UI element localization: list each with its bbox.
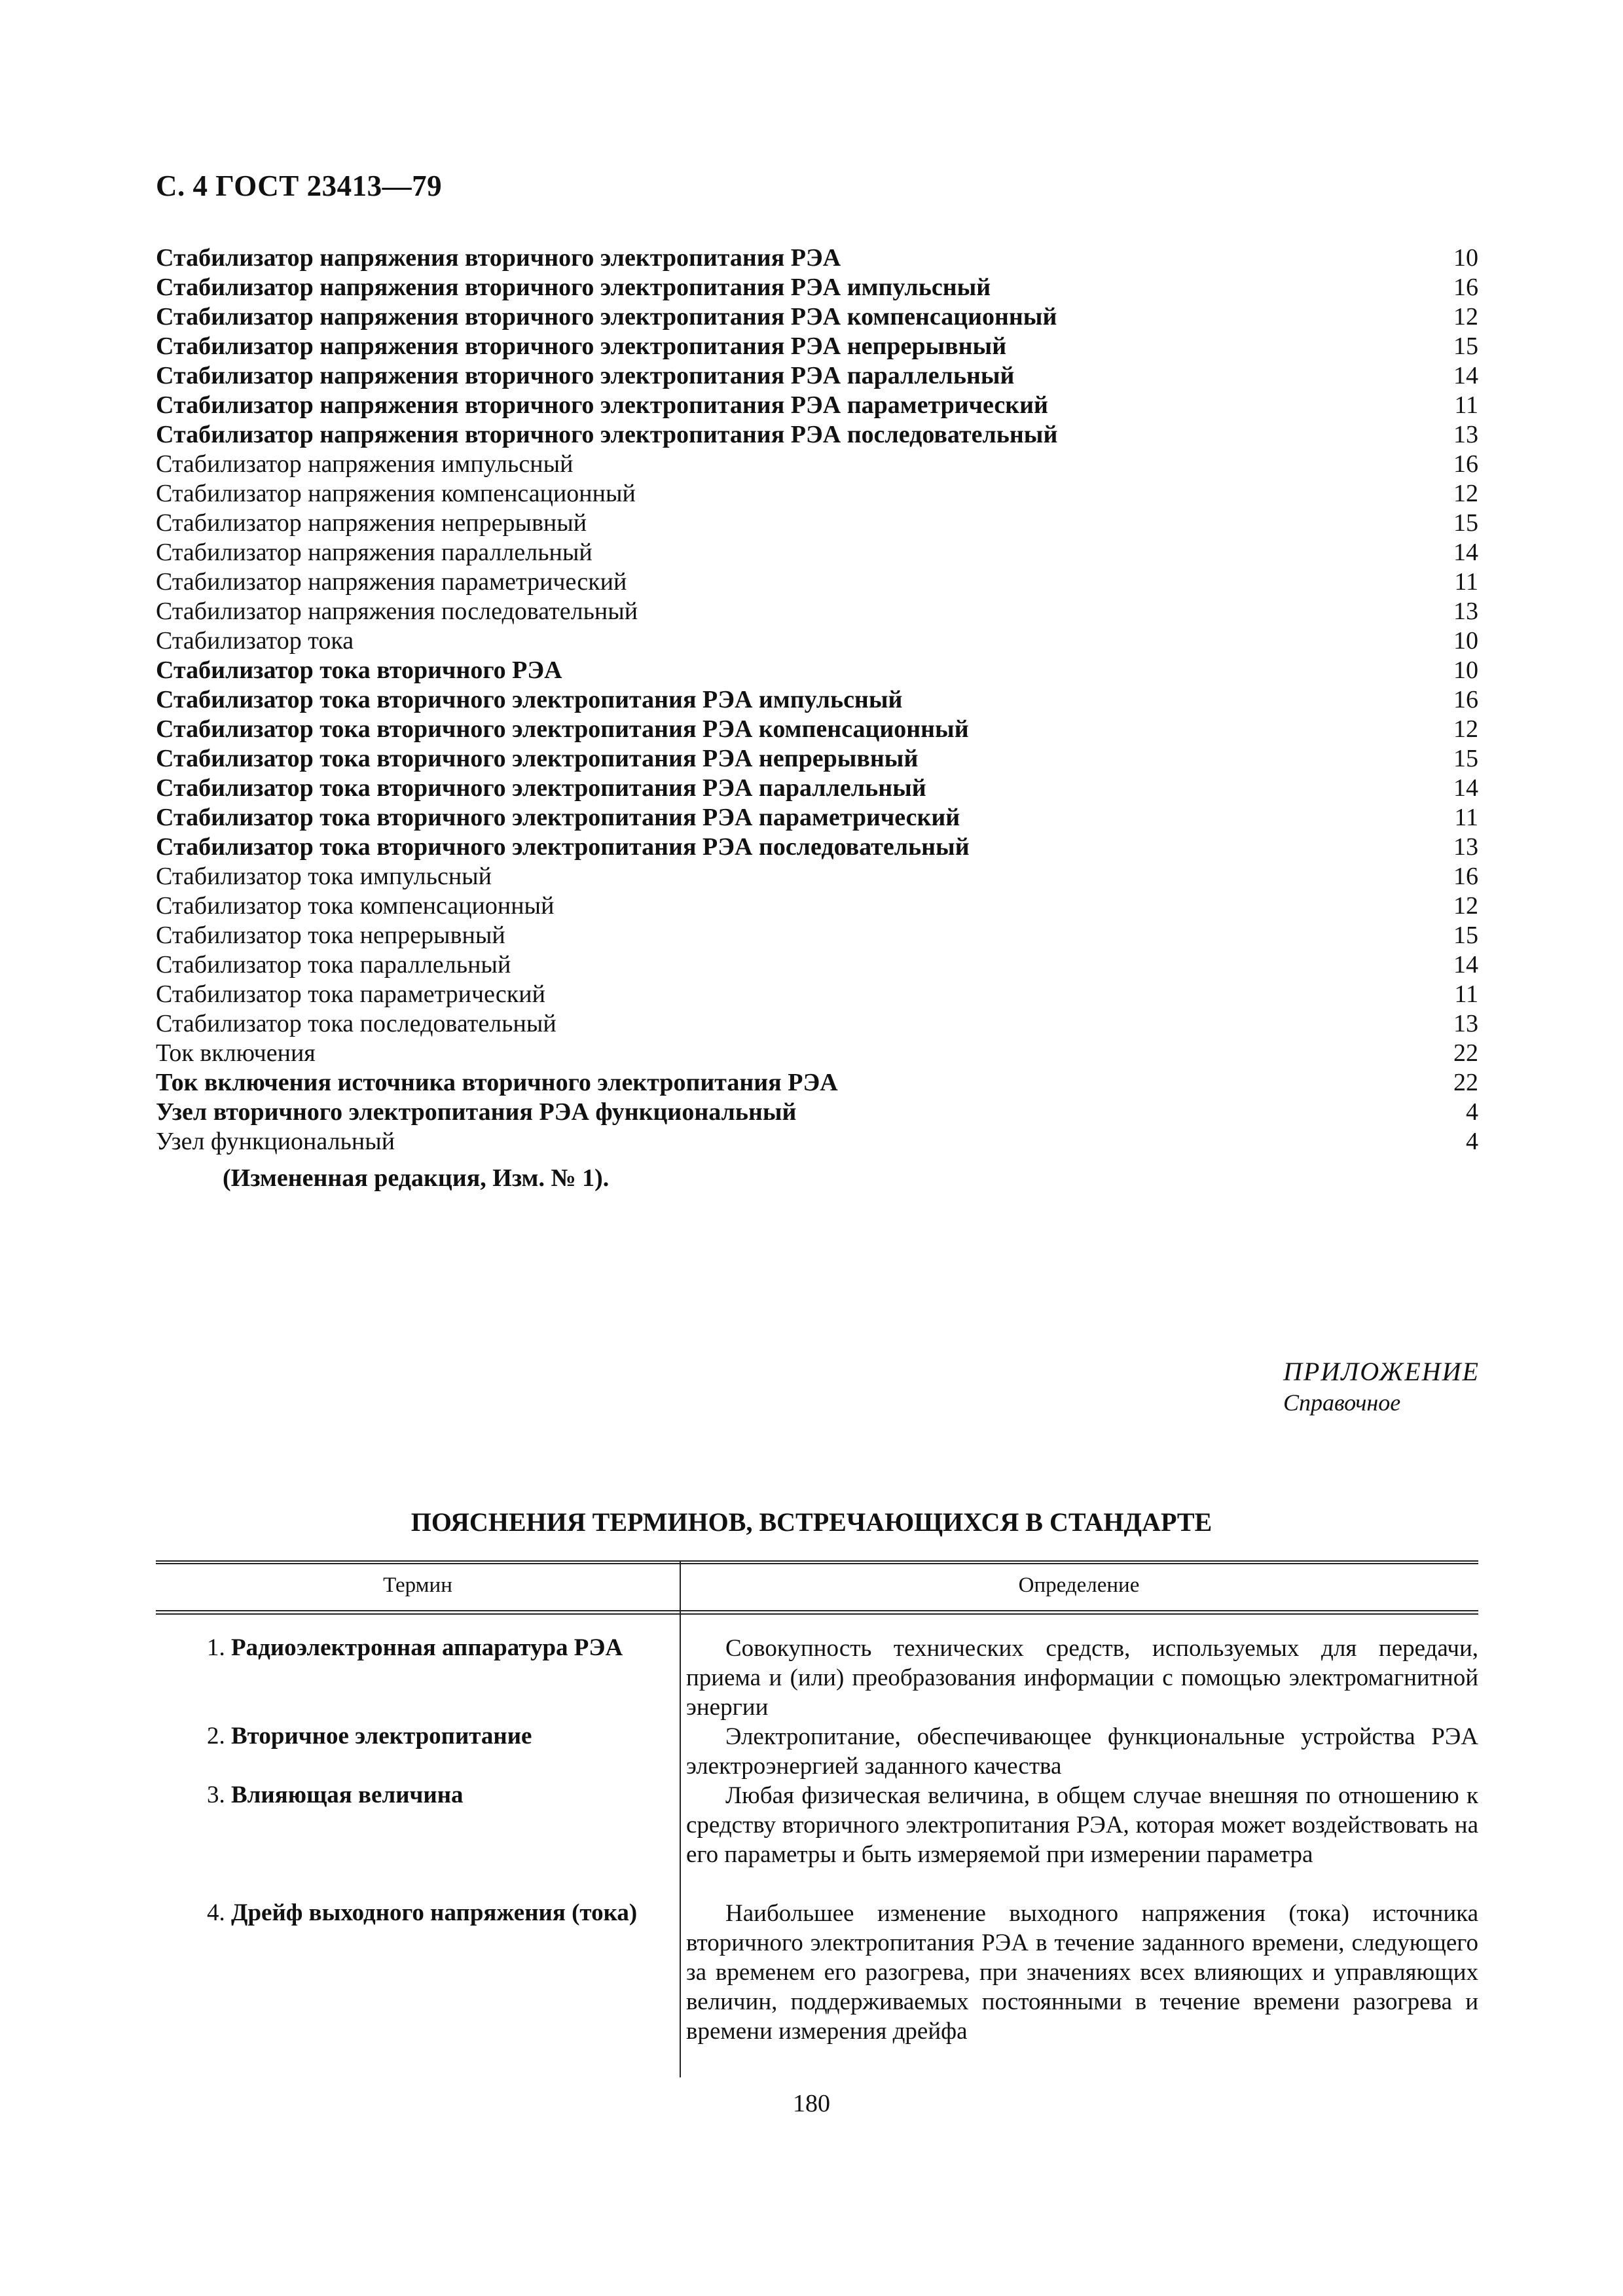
appendix-label: ПРИЛОЖЕНИЕ	[1283, 1357, 1480, 1386]
column-divider	[680, 1560, 681, 2077]
index-page-number: 16	[1453, 686, 1478, 713]
index-page-number: 15	[1453, 509, 1478, 537]
column-header-term: Термин	[383, 1573, 452, 1597]
index-term: Стабилизатор напряжения вторичного электропитания РЭА параллельный	[156, 362, 1015, 389]
table-row-definition: Наибольшее изменение выходного напряжения (тока) источника вторичного электропитания РЭА в течение заданного времени, следующего за временем его разогрева, при значениях всех влияющих и управляющих величин, поддерживаемых постоянными в течение времени разогрева и времени измерения дрейфа	[686, 1900, 1478, 2045]
index-page-number: 15	[1453, 922, 1478, 949]
index-term: Стабилизатор напряжения вторичного электропитания РЭА последовательный	[156, 421, 1058, 448]
index-row	[156, 538, 1478, 567]
index-row	[156, 1127, 1478, 1157]
index-row	[156, 479, 1478, 509]
index-page-number: 22	[1453, 1069, 1478, 1096]
terms-table	[156, 1560, 1478, 2077]
alphabetical-index	[156, 243, 1478, 1157]
index-page-number: 22	[1453, 1039, 1478, 1067]
index-page-number: 4	[1466, 1128, 1478, 1155]
index-page-number: 14	[1453, 362, 1478, 389]
page-header: С. 4 ГОСТ 23413—79	[156, 170, 443, 202]
index-term: Ток включения	[156, 1039, 316, 1067]
index-term: Стабилизатор тока вторичного электропитания РЭА непрерывный	[156, 745, 919, 772]
index-row	[156, 685, 1478, 715]
table-row-term: 3. Влияющая величина	[207, 1782, 464, 1808]
index-term: Стабилизатор тока вторичного электропитания РЭА компенсационный	[156, 715, 969, 743]
table-row-definition: Совокупность технических средств, используемых для передачи, приема и (или) преобразования информации с помощью электромагнитной энергии	[686, 1635, 1478, 1721]
index-term: Узел вторичного электропитания РЭА функциональный	[156, 1098, 797, 1126]
index-row	[156, 891, 1478, 921]
index-page-number: 4	[1466, 1098, 1478, 1126]
index-row	[156, 1039, 1478, 1068]
revision-note: (Измененная редакция, Изм. № 1).	[223, 1164, 610, 1192]
index-page-number: 12	[1453, 480, 1478, 507]
index-page-number: 12	[1453, 892, 1478, 920]
index-row	[156, 1009, 1478, 1039]
index-page-number: 13	[1453, 598, 1478, 625]
index-term: Стабилизатор тока вторичного электропитания РЭА параметрический	[156, 804, 960, 831]
index-term: Стабилизатор тока вторичного электропитания РЭА последовательный	[156, 833, 970, 861]
index-term: Стабилизатор напряжения вторичного электропитания РЭА импульсный	[156, 274, 991, 301]
index-page-number: 10	[1453, 656, 1478, 684]
index-term: Стабилизатор тока параллельный	[156, 951, 511, 978]
index-row	[156, 420, 1478, 450]
index-page-number: 16	[1453, 450, 1478, 478]
index-term: Стабилизатор тока последовательный	[156, 1010, 556, 1037]
index-term: Стабилизатор тока вторичного РЭА	[156, 656, 562, 684]
table-row-definition: Любая физическая величина, в общем случае внешняя по отношению к средству вторичного электропитания РЭА, которая может воздействовать на его параметры и быть измеряемой при измерении параметра	[686, 1782, 1478, 1868]
index-term: Узел функциональный	[156, 1128, 395, 1155]
index-term: Стабилизатор тока параметрический	[156, 980, 545, 1008]
index-page-number: 10	[1453, 244, 1478, 272]
index-page-number: 11	[1454, 568, 1478, 596]
index-term: Стабилизатор напряжения вторичного электропитания РЭА	[156, 244, 841, 272]
index-row	[156, 980, 1478, 1009]
section-title: ПОЯСНЕНИЯ ТЕРМИНОВ, ВСТРЕЧАЮЩИХСЯ В СТАНДАРТЕ	[410, 1507, 1213, 1537]
index-row	[156, 243, 1478, 273]
index-page-number: 16	[1453, 863, 1478, 890]
index-row	[156, 302, 1478, 332]
index-page-number: 13	[1453, 421, 1478, 448]
table-top-rule-double	[156, 1563, 1478, 1564]
index-term: Стабилизатор напряжения компенсационный	[156, 480, 636, 507]
page-number: 180	[793, 2090, 830, 2117]
index-row	[156, 597, 1478, 626]
index-row	[156, 1068, 1478, 1098]
index-term: Стабилизатор тока вторичного электропитания РЭА параллельный	[156, 774, 926, 802]
header-bottom-rule	[156, 1610, 1478, 1611]
index-row	[156, 862, 1478, 891]
index-row	[156, 273, 1478, 302]
index-row	[156, 1098, 1478, 1127]
table-row-term: 1. Радиоэлектронная аппаратура РЭА	[207, 1634, 623, 1661]
index-term: Стабилизатор тока импульсный	[156, 863, 492, 890]
index-term: Стабилизатор тока	[156, 627, 354, 655]
index-row	[156, 509, 1478, 538]
index-row	[156, 774, 1478, 803]
index-row	[156, 833, 1478, 862]
index-term: Стабилизатор напряжения вторичного электропитания РЭА непрерывный	[156, 332, 1007, 360]
index-page-number: 10	[1453, 627, 1478, 655]
index-page-number: 12	[1453, 715, 1478, 743]
index-row	[156, 626, 1478, 656]
index-term: Стабилизатор тока компенсационный	[156, 892, 555, 920]
index-page-number: 12	[1453, 303, 1478, 331]
index-term: Стабилизатор напряжения вторичного электропитания РЭА компенсационный	[156, 303, 1057, 331]
index-term: Стабилизатор напряжения последовательный	[156, 598, 638, 625]
index-term: Стабилизатор напряжения непрерывный	[156, 509, 587, 537]
table-row-definition: Электропитание, обеспечивающее функциональные устройства РЭА электроэнергией заданного качества	[686, 1723, 1478, 1780]
index-term: Ток включения источника вторичного электропитания РЭА	[156, 1069, 838, 1096]
appendix-subtitle: Справочное	[1283, 1390, 1401, 1416]
column-header-definition: Определение	[1018, 1573, 1140, 1597]
index-page-number: 11	[1454, 804, 1478, 831]
index-row	[156, 567, 1478, 597]
index-term: Стабилизатор напряжения вторичного электропитания РЭА параметрический	[156, 391, 1048, 419]
index-page-number: 11	[1454, 391, 1478, 419]
index-term: Стабилизатор тока непрерывный	[156, 922, 505, 949]
index-page-number: 11	[1454, 980, 1478, 1008]
index-page-number: 14	[1453, 774, 1478, 802]
index-page-number: 16	[1453, 274, 1478, 301]
index-page-number: 15	[1453, 332, 1478, 360]
index-page-number: 15	[1453, 745, 1478, 772]
index-row	[156, 950, 1478, 980]
index-page-number: 13	[1453, 833, 1478, 861]
index-term: Стабилизатор напряжения параметрический	[156, 568, 627, 596]
table-row-term: 4. Дрейф выходного напряжения (тока)	[207, 1899, 638, 1926]
index-row	[156, 715, 1478, 744]
index-term: Стабилизатор тока вторичного электропитания РЭА импульсный	[156, 686, 903, 713]
index-row	[156, 656, 1478, 685]
index-page-number: 14	[1453, 951, 1478, 978]
table-top-rule	[156, 1560, 1478, 1562]
index-row	[156, 921, 1478, 950]
index-page-number: 14	[1453, 539, 1478, 566]
index-row	[156, 450, 1478, 479]
table-row-term: 2. Вторичное электропитание	[207, 1723, 532, 1749]
index-term: Стабилизатор напряжения импульсный	[156, 450, 574, 478]
header-bottom-rule-double	[156, 1613, 1478, 1615]
index-row	[156, 361, 1478, 391]
index-row	[156, 803, 1478, 833]
index-row	[156, 744, 1478, 774]
index-row	[156, 332, 1478, 361]
index-term: Стабилизатор напряжения параллельный	[156, 539, 593, 566]
index-row	[156, 391, 1478, 420]
index-page-number: 13	[1453, 1010, 1478, 1037]
